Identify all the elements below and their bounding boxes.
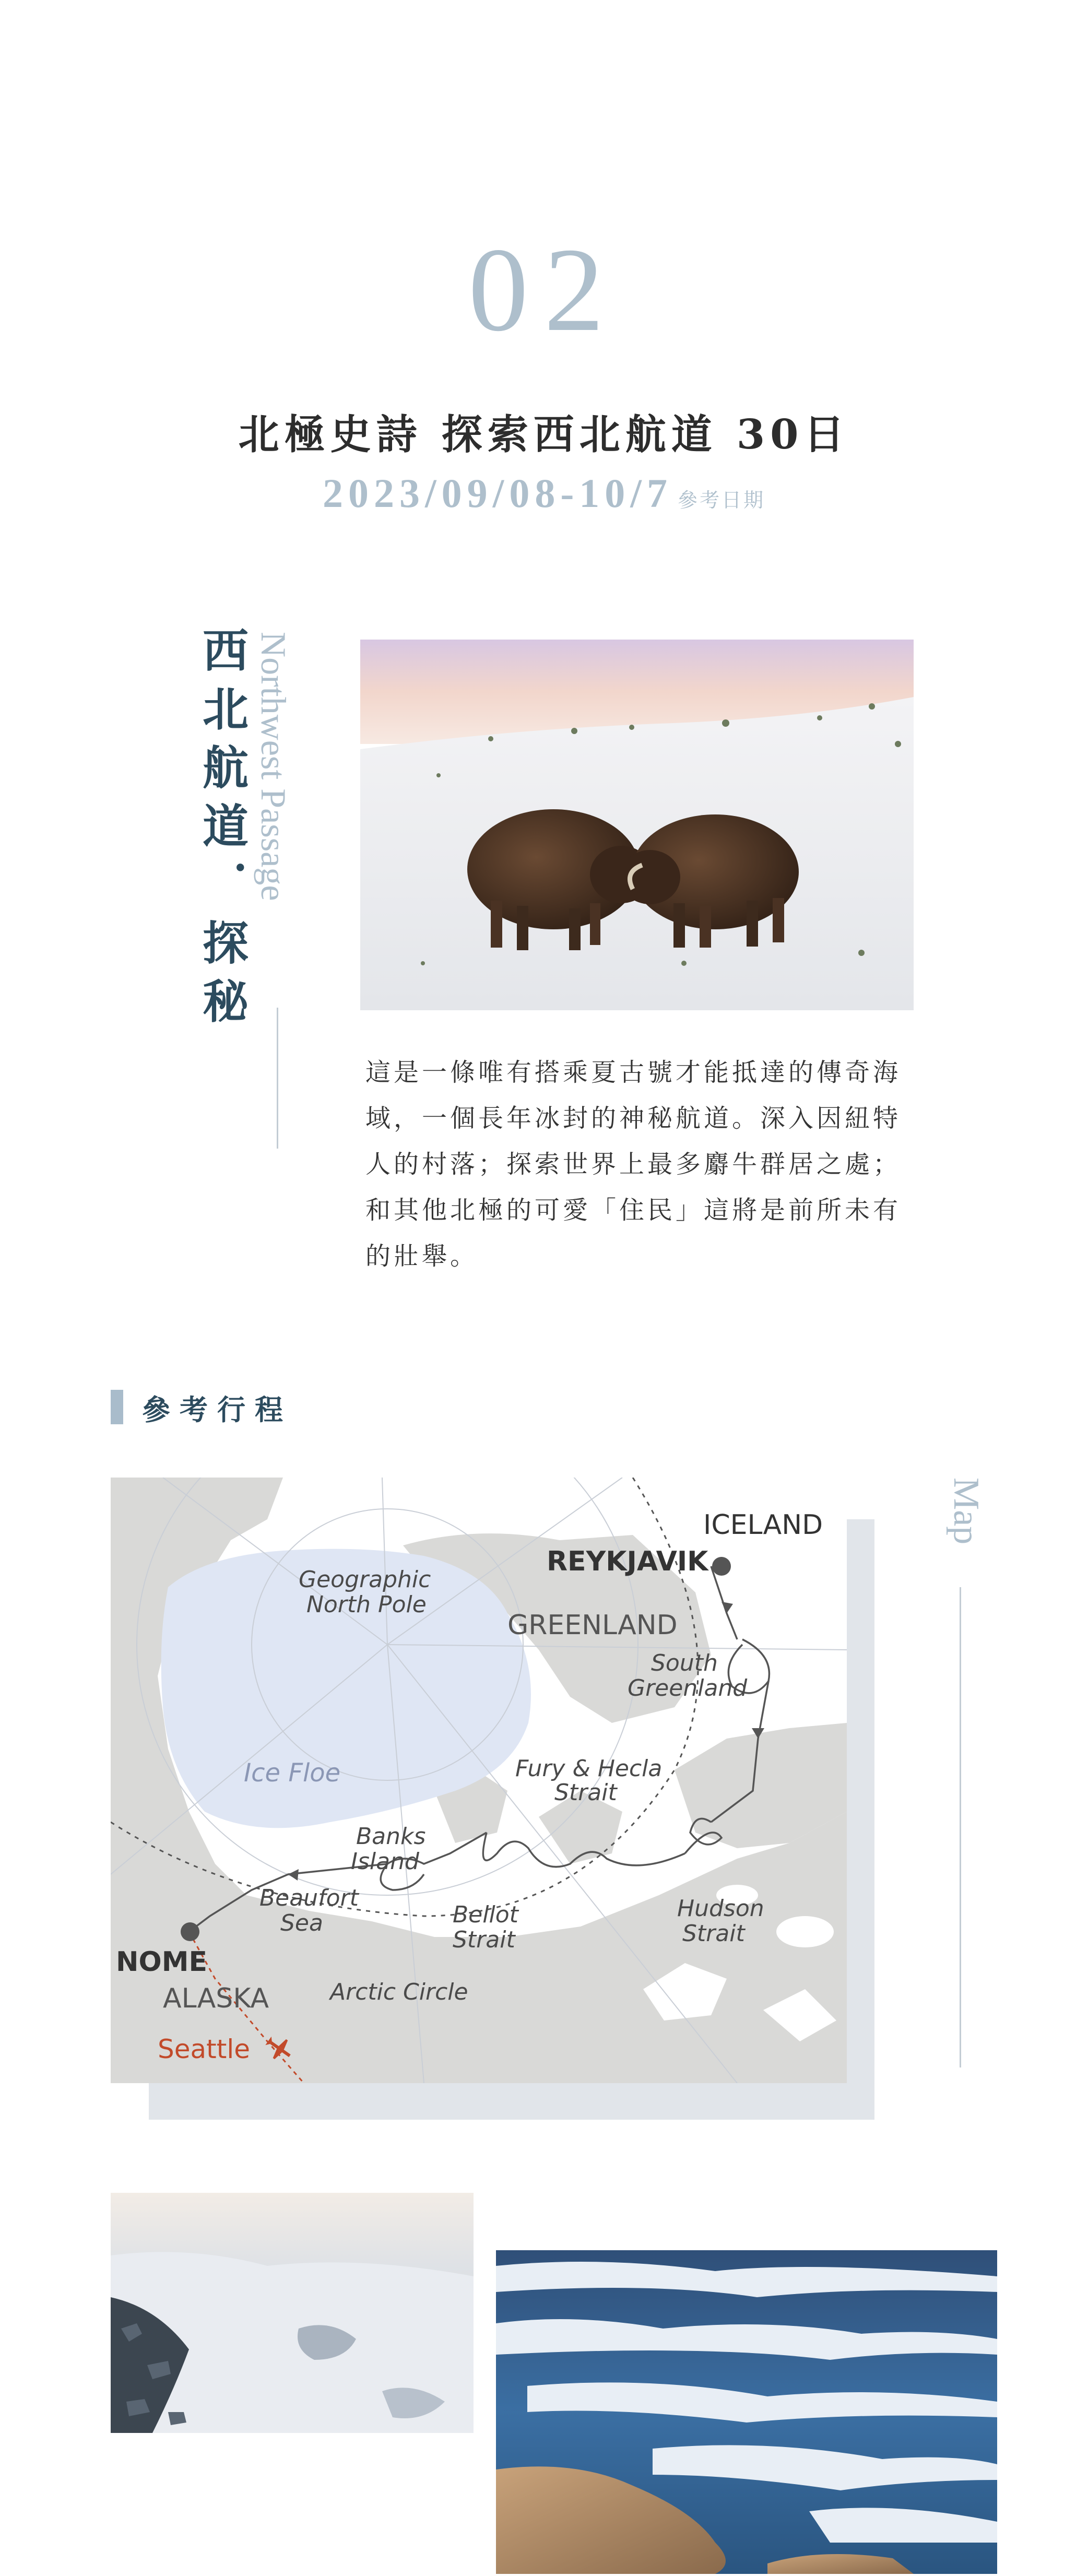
map-label-nome: NOME <box>116 1946 207 1978</box>
map-label-fury: Fury & Hecla <box>515 1755 663 1782</box>
map-label-ice-floe: Ice Floe <box>244 1758 341 1788</box>
map-label-bellot: Bellot <box>453 1901 518 1928</box>
map-side-label: Map <box>946 1478 986 1545</box>
vertical-subtitle: Northwest Passage <box>254 632 293 901</box>
map-label-hudson: Strait <box>682 1920 745 1947</box>
map-label-greenland: GREENLAND <box>507 1610 678 1641</box>
map-label-seattle: Seattle <box>158 2034 251 2064</box>
map-label-geo-pole: North Pole <box>306 1591 427 1618</box>
map-label-banks: Banks <box>356 1823 426 1850</box>
section-number: 02 <box>468 223 620 356</box>
date-range: 2023/09/08-10/7 <box>322 470 672 516</box>
location-dot-icon <box>181 1922 199 1941</box>
map-label-iceland: ICELAND <box>703 1509 823 1541</box>
aerial-ice-photo <box>111 2193 474 2433</box>
route-map <box>111 1478 847 2083</box>
musk-oxen-photo <box>360 640 914 1010</box>
divider <box>277 1008 278 1149</box>
map-label-hudson: Hudson <box>677 1895 764 1922</box>
map-label-arctic-circle: Arctic Circle <box>330 1979 468 2005</box>
date-note: 參考日期 <box>677 489 765 512</box>
trip-date <box>0 470 1088 517</box>
trip-title: 北極史詩 探索西北航道 30日 <box>238 411 850 458</box>
map-label-alaska: ALASKA <box>163 1983 269 2014</box>
divider <box>960 1587 961 2067</box>
map-label-banks: Island <box>351 1848 419 1875</box>
map-label-beaufort: Beaufort <box>259 1885 359 1911</box>
ice-water-photo <box>496 2250 997 2574</box>
map-label-south-greenland: South <box>651 1650 718 1676</box>
map-label-bellot: Strait <box>453 1927 515 1953</box>
vertical-title: 西北航道．探秘 <box>195 627 250 1036</box>
map-label-fury: Strait <box>554 1779 617 1806</box>
map-label-reykjavik: REYKJAVIK <box>547 1546 708 1577</box>
heading-bar <box>111 1390 123 1424</box>
map-label-beaufort: Sea <box>280 1910 323 1936</box>
location-dot-icon <box>712 1557 731 1576</box>
intro-paragraph: 這是一條唯有搭乘夏古號才能抵達的傳奇海域，一個長年冰封的神秘航道。深入因紐特人的村落；探索世界上最多麝牛群居之處；和其他北極的可愛「住民」這將是前所未有的壯舉。 <box>365 1058 902 1271</box>
map-label-geo-pole: Geographic <box>299 1566 431 1593</box>
itinerary-heading: 參考行程 <box>142 1393 292 1426</box>
map-label-south-greenland: Greenland <box>628 1675 748 1701</box>
